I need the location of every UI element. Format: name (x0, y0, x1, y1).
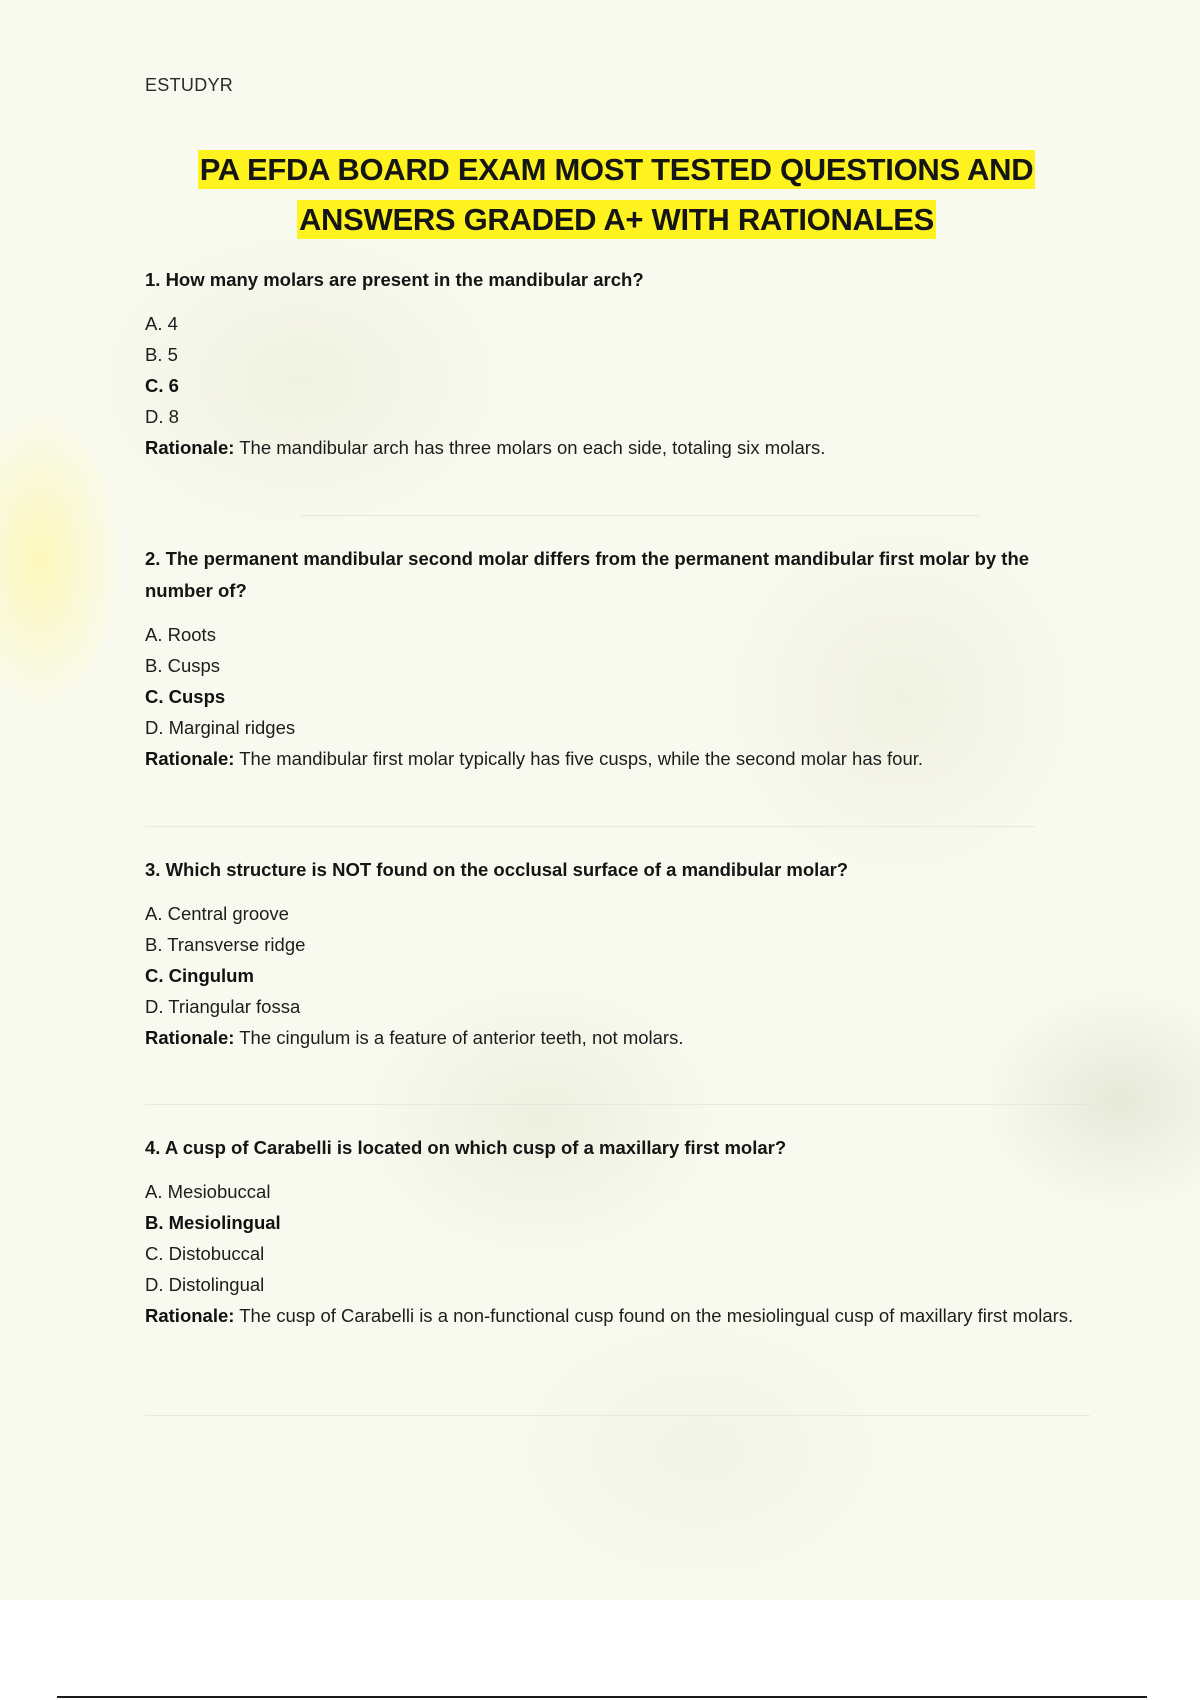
question-text: 2. The permanent mandibular second molar differs from the permanent mandibular first molar by the number of? (145, 548, 1030, 601)
footer-rule (57, 1696, 1147, 1698)
question-text: 3. Which structure is NOT found on the occlusal surface of a mandibular molar? (145, 859, 849, 880)
rationale-label: Rationale: (145, 748, 235, 769)
option-a: A. Central groove (145, 903, 289, 924)
rationale-text: The cingulum is a feature of anterior teeth, not molars. (234, 1027, 684, 1048)
header-label: ESTUDYR (145, 75, 234, 95)
title-line-1 (0, 145, 1200, 195)
question-text: 4. A cusp of Carabelli is located on which cusp of a maxillary first molar? (145, 1137, 787, 1158)
rationale-text: The mandibular arch has three molars on each side, totaling six molars. (234, 437, 826, 458)
rationale (145, 743, 1095, 774)
rationale (145, 1022, 1095, 1053)
section-divider (300, 515, 980, 516)
title-line-2-text: ANSWERS GRADED A+ WITH RATIONALES (298, 202, 935, 237)
rationale-text: The mandibular first molar typically has five cusps, while the second molar has four. (234, 748, 924, 769)
rationale-label: Rationale: (145, 1305, 235, 1326)
option-d: D. Marginal ridges (145, 717, 296, 738)
document-title (0, 145, 1200, 245)
rationale-label: Rationale: (145, 1027, 235, 1048)
option-c-correct: C. Cingulum (145, 965, 254, 986)
option-a: A. Mesiobuccal (145, 1181, 271, 1202)
section-divider (145, 1415, 1090, 1416)
section-divider (145, 1104, 1090, 1105)
rationale-label: Rationale: (145, 437, 235, 458)
option-c: C. Distobuccal (145, 1243, 265, 1264)
option-d: D. Triangular fossa (145, 996, 301, 1017)
option-d: D. Distolingual (145, 1274, 265, 1295)
question-text: 1. How many molars are present in the mandibular arch? (145, 269, 644, 290)
option-b-correct: B. Mesiolingual (145, 1212, 281, 1233)
option-c-correct: C. 6 (145, 375, 179, 396)
option-a: A. 4 (145, 313, 178, 334)
title-line-1-text: PA EFDA BOARD EXAM MOST TESTED QUESTIONS AND (199, 152, 1034, 187)
question-1 (145, 264, 1095, 463)
question-4 (145, 1132, 1095, 1331)
question-2 (145, 543, 1095, 774)
option-b: B. Transverse ridge (145, 934, 306, 955)
option-c-correct: C. Cusps (145, 686, 226, 707)
section-divider (145, 826, 1035, 827)
rationale-text: The cusp of Carabelli is a non-functional cusp found on the mesiolingual cusp of maxillary first molars. (234, 1305, 1074, 1326)
option-d: D. 8 (145, 406, 179, 427)
title-line-2 (0, 195, 1200, 245)
rationale (145, 432, 1095, 463)
rationale (145, 1300, 1095, 1331)
option-a: A. Roots (145, 624, 216, 645)
option-b: B. 5 (145, 344, 178, 365)
option-b: B. Cusps (145, 655, 221, 676)
question-3 (145, 854, 1095, 1053)
